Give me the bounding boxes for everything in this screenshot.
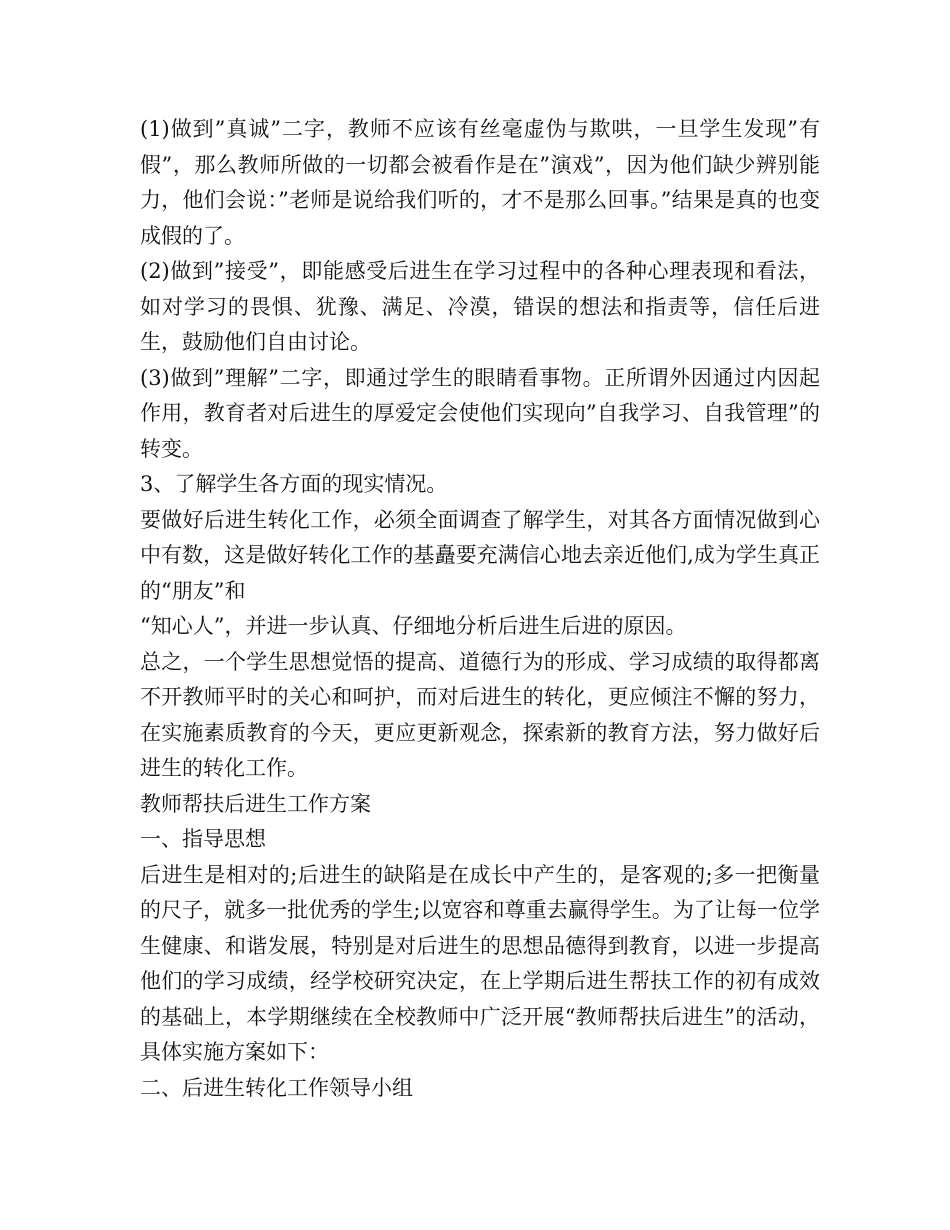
- paragraph-conclusion: 总之，一个学生思想觉悟的提高、道德行为的形成、学习成绩的取得都离不开教师平时的关心和呵护，而对后进生的转化，更应倾注不懈的努力，在实施素质教育的今天，更应更新观念，探索新的教育方法，努力做好后进生的转化工作。: [140, 649, 820, 780]
- section-heading-understand-students: 3、了解学生各方面的现实情况。: [140, 472, 448, 496]
- paragraph-sincerity: (1)做到”真诚”二字，教师不应该有丝毫虚伪与欺哄，一旦学生发现”有假”，那么教师所做的一切都会被看作是在”演戏”，因为他们缺少辨别能力，他们会说：”老师是说给我们听的，才不是那么回事。”结果是真的也变成假的了。: [140, 117, 820, 248]
- paragraph-confidant: “知心人”，并进一步认真、仔细地分析后进生后进的原因。: [140, 614, 687, 638]
- document-title: 教师帮扶后进生工作方案: [140, 791, 371, 816]
- document-body: [140, 112, 820, 1106]
- paragraph-acceptance: (2)做到”接受”，即能感受后进生在学习过程中的各种心理表现和看法，如对学习的畏惧、犹豫、满足、冷漠，错误的想法和指责等，信任后进生，鼓励他们自由讨论。: [140, 259, 820, 354]
- section-heading-guiding-ideology: 一、指导思想: [140, 827, 266, 851]
- paragraph-understanding: (3)做到”理解”二字，即通过学生的眼睛看事物。正所谓外因通过内因起作用，教育者对后进生的厚爱定会使他们实现向”自我学习、自我管理”的转变。: [140, 365, 820, 461]
- section-heading-leadership-group: 二、后进生转化工作领导小组: [140, 1075, 413, 1100]
- paragraph-investigate-students: 要做好后进生转化工作，必须全面调查了解学生，对其各方面情况做到心中有数，这是做好转化工作的基矗要充满信心地去亲近他们,成为学生真正的“朋友”和: [140, 507, 820, 603]
- paragraph-guiding-ideology: 后进生是相对的;后进生的缺陷是在成长中产生的，是客观的;多一把衡量的尺子，就多一批优秀的学生;以宽容和尊重去赢得学生。为了让每一位学生健康、和谐发展，特别是对后进生的思想品德得到教育，以进一步提高他们的学习成绩，经学校研究决定，在上学期后进生帮扶工作的初有成效的基础上，本学期继续在全校教师中广泛开展“教师帮扶后进生”的活动，具体实施方案如下：: [140, 862, 820, 1064]
